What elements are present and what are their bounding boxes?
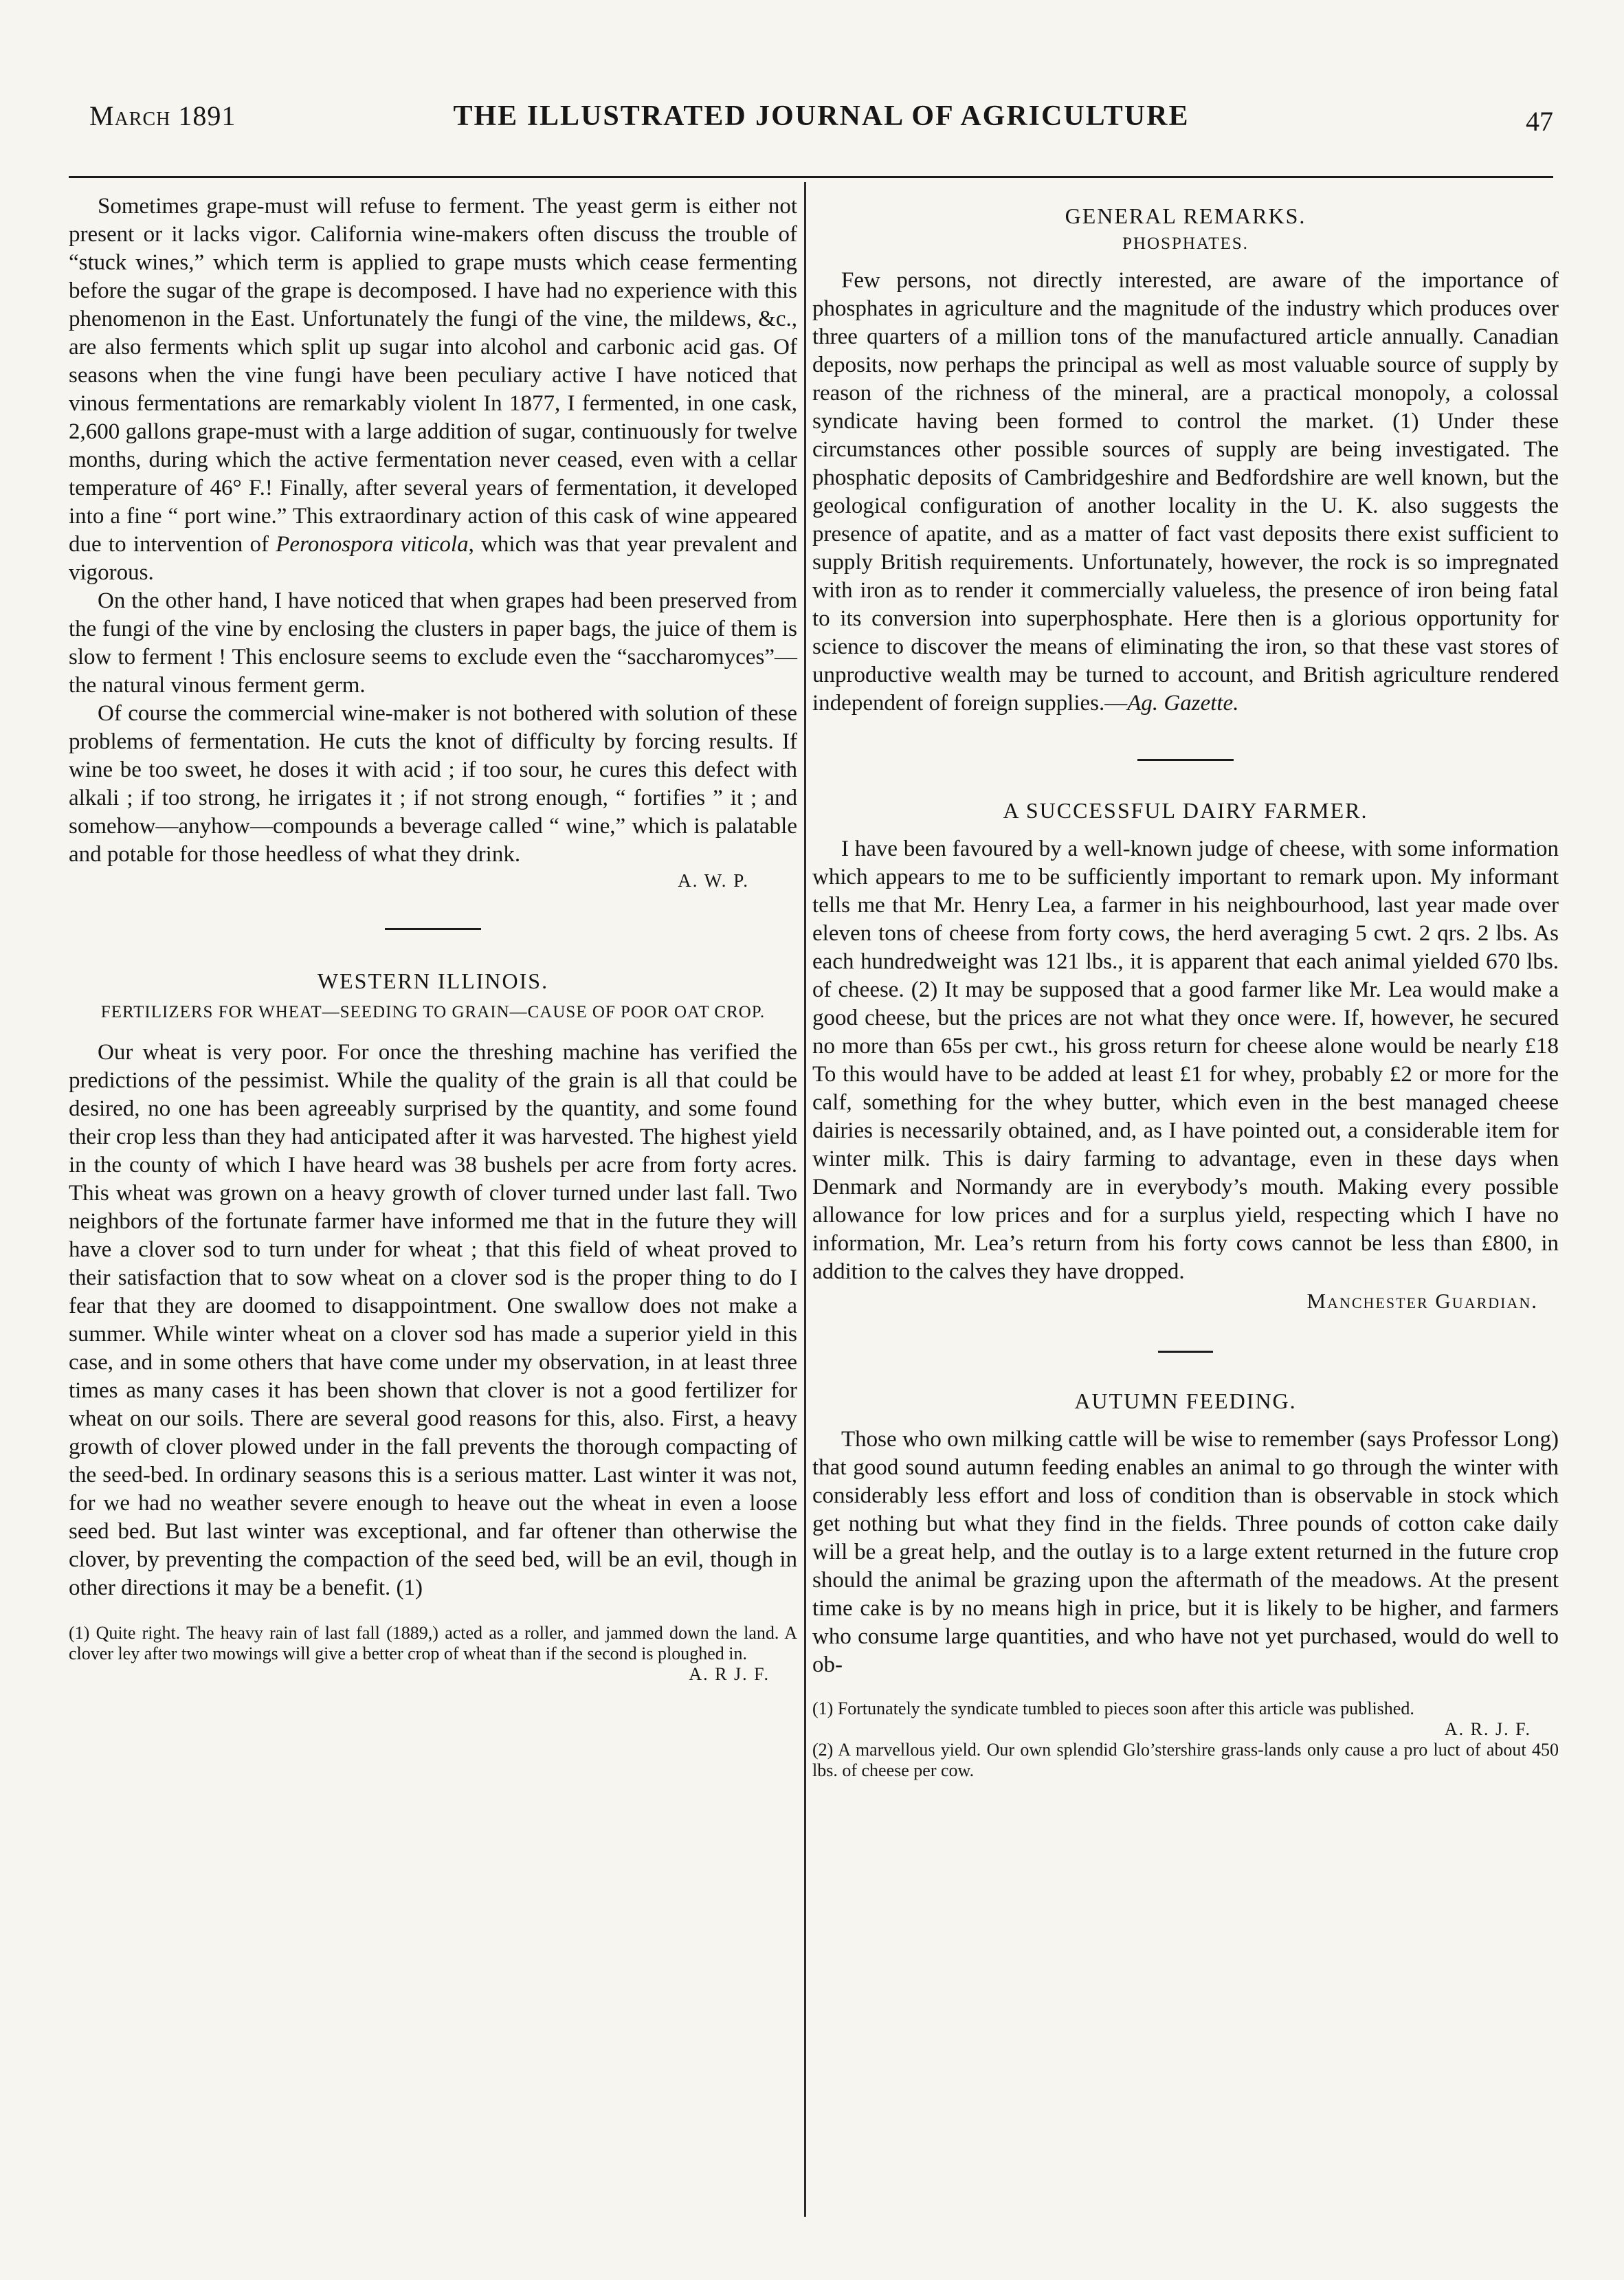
footnote-signature: A. R J. F. [689,1664,770,1684]
section-rule [1158,1351,1213,1353]
paragraph: Our wheat is very poor. For once the threshing machine has verified the predictions of the pessimist. While the quality of the grain is all that could be desired, no one has been agreeably surprised by the quantity, and some found their crop less than they had anticipated after it was harvested. The highest yield in the county of which I have heard was 38 bushels per acre from forty acres. This wheat was grown on a heavy growth of clover turned under last fall. Two neighbors of the fortunate farmer have informed me that in the future they will have a clover sod to turn under for wheat ; that this field of wheat proved to their satisfaction that to sow wheat on a clover sod is the proper thing to do I fear that they are doomed to disappointment. One swallow does not make a summer. While winter wheat on a clover sod has made a superior yield in this case, and in some others that have come under my observation, in at least three times as many cases it has been shown that clover is not a good fertilizer for wheat on our soils. There are several good reasons for this, also. First, a heavy growth of clover plowed under in the fall prevents the thorough compacting of the seed-bed. In ordinary seasons this is a serious matter. Last winter it was not, for we had no weather severe enough to heave out the wheat in even a loose seed bed. But last winter was exceptional, and far oftener than otherwise the clover, by preventing the compaction of the seed bed, will be an evil, though in other directions it may be a benefit. (1) [69,1040,797,1600]
footnote [69,1623,797,1685]
footnote-text: (1) Fortunately the syndicate tumbled to pieces soon after this article was published. [812,1698,1414,1718]
header-rule [69,176,1553,178]
column-divider [804,182,806,2217]
journal-title: THE ILLUSTRATED JOURNAL OF AGRICULTURE [453,100,1190,132]
article-signature: A. W. P. [678,870,749,891]
paragraph: On the other hand, I have noticed that when grapes had been preserved from the fungi of the vine by enclosing the clusters in paper bags, the juice of them is slow to ferment ! This enclosure seems to exclude even the “saccharomyces”—the natural vinous ferment germ. [69,588,797,698]
paragraph: Those who own milking cattle will be wise to remember (says Professor Long) that good sound autumn feeding enables an animal to go through the winter with considerably less effort and loss of condition than is observable in stock which get nothing but what they find in the fields. Three pounds of cotton cake daily will be a great help, and the outlay is to a large extent returned in the future crop should the animal be grazing upon the aftermath of the meadows. At the present time cake is by no means high in price, but it is likely to be higher, and farmers who consume large quantities, and who have not yet purchased, would do well to ob- [812,1427,1559,1677]
source-citation: Ag. Gazette. [1127,691,1239,716]
page-header [89,100,1553,148]
dairy-farmer-article [812,797,1559,1314]
right-column [812,192,1559,2218]
section-title: AUTUMN FEEDING. [1074,1388,1297,1413]
article-signature: Manchester Guardian. [1306,1289,1538,1313]
footnote-text: (2) A marvellous yield. Our own splendid Glo’stershire grass-lands only cause a pro luct of about 450 lbs. of cheese per cow. [812,1740,1559,1780]
section-rule [385,928,481,930]
paragraph: I have been favoured by a well-known judge of cheese, with some information which appears to me to be sufficiently important to remark upon. My informant tells me that Mr. Henry Lea, a farmer in his neighbourhood, last year made over eleven tons of cheese from forty cows, the herd averaging 5 cwt. 2 qrs. 2 lbs. As each hundredweight was 121 lbs., it is apparent that each animal yielded 670 lbs. of cheese. (2) It may be supposed that a good farmer like Mr. Lea would make a good cheese, but the prices are not what they once were. If, however, he secured no more than 65s per cwt., his gross return for cheese alone would be nearly £18 To this would have to be added at least £1 for whey, probably £2 or more for the calf, something for the whey butter, which even in the best managed cheese dairies is necessarily obtained, and, as I have pointed out, a considerable item for winter milk. This is dairy farming to advantage, even in these days when Denmark and Normandy are in everybody’s mouth. Making every possible allowance for low prices and for a surplus yield, respecting which I have no information, Mr. Lea’s return from his forty cows cannot be less than £800, in addition to the calves they have dropped. [812,837,1559,1284]
left-column [69,192,797,2218]
section-title: A SUCCESSFUL DAIRY FARMER. [1003,798,1368,823]
footnotes [812,1698,1559,1781]
paragraph-text: Few persons, not directly interested, are aware of the importance of phosphates in agriculture and the magnitude of the industry which produces over three quarters of a million tons of the manufactured article annually. Canadian deposits, now perhaps the principal as well as most valuable source of supply by reason of the richness of the mineral, are a practical monopoly, a colossal syndicate having been formed to control the market. (1) Under these circumstances other possible sources of supply are being investigated. The phosphatic deposits of Cambridgeshire and Bedfordshire are well known, but the geological configuration of another locality in the U. K. also suggests the presence of apatite, and as a matter of fact vast deposits there exist sufficient to supply British requirements. Unfortunately, however, the rock is so impregnated with iron as to render it commercially valueless, the presence of iron being fatal to its conversion into superphosphate. Here then is a glorious opportunity for science to discover the means of eliminating the iron, so that these vast stores of unproductive wealth may be turned to account, and British agriculture rendered independent of foreign supplies.— [812,268,1559,716]
page-number: 47 [1526,106,1553,137]
paragraph-text: Sometimes grape-must will refuse to ferment. The yeast germ is either not present or it lacks vigor. California wine-makers often discuss the trouble of “stuck wines,” which term is applied to grape musts which cease fermenting before the sugar of the grape is decomposed. I have had no experience with this phenomenon in the East. Unfortunately the fungi of the vine, the mildews, &c., are also ferments which split up sugar into alcohol and carbonic acid gas. Of seasons when the vine fungi have been peculiary active I have noticed that vinous fermentations are remarkably violent In 1877, I fermented, in one cask, 2,600 gallons grape-must with a large addition of sugar, continuously for twelve months, during which the active fermentation never ceased, even with a cellar temperature of 46° F.! Finally, after several years of fermentation, it developed into a fine “ port wine.” This extraordinary action of this cask of wine appeared due to intervention of [69,194,797,557]
section-subtitle: FERTILIZERS FOR WHEAT—SEEDING TO GRAIN—CAUSE OF POOR OAT CROP. [100,1003,766,1021]
section-title: GENERAL REMARKS. [1065,203,1306,228]
footnote-signature: A. R. J. F. [1444,1719,1531,1739]
section-subtitle: PHOSPHATES. [1122,234,1249,253]
italic-term: Peronospora viticola [276,532,469,557]
issue-date: March 1891 [89,100,236,131]
paragraph [69,192,797,587]
footnote-text: (1) Quite right. The heavy rain of last fall (1889,) acted as a roller, and jammed down the land. A clover ley after two mowings will give a better crop of wheat than if the second is ploughed in. [69,1623,797,1663]
western-illinois-article [69,967,797,1602]
paragraph [812,267,1559,718]
general-remarks-article [812,202,1559,718]
section-rule [1137,759,1234,761]
paragraph-text: , which was that year prevalent and vigorous. [69,532,797,585]
section-title: WESTERN ILLINOIS. [317,969,549,993]
paragraph: Of course the commercial wine-maker is not bothered with solution of these problems of fermentation. He cuts the knot of difficulty by forcing results. If wine be too sweet, he doses it with acid ; if too sour, he cures this defect with alkali ; if too strong, he irrigates it ; if not strong enough, “ fortifies ” it ; and somehow—anyhow—compounds a beverage called “ wine,” which is palatable and potable for those heedless of what they drink. [69,701,797,867]
autumn-feeding-article [812,1387,1559,1679]
fermentation-article [69,192,797,892]
